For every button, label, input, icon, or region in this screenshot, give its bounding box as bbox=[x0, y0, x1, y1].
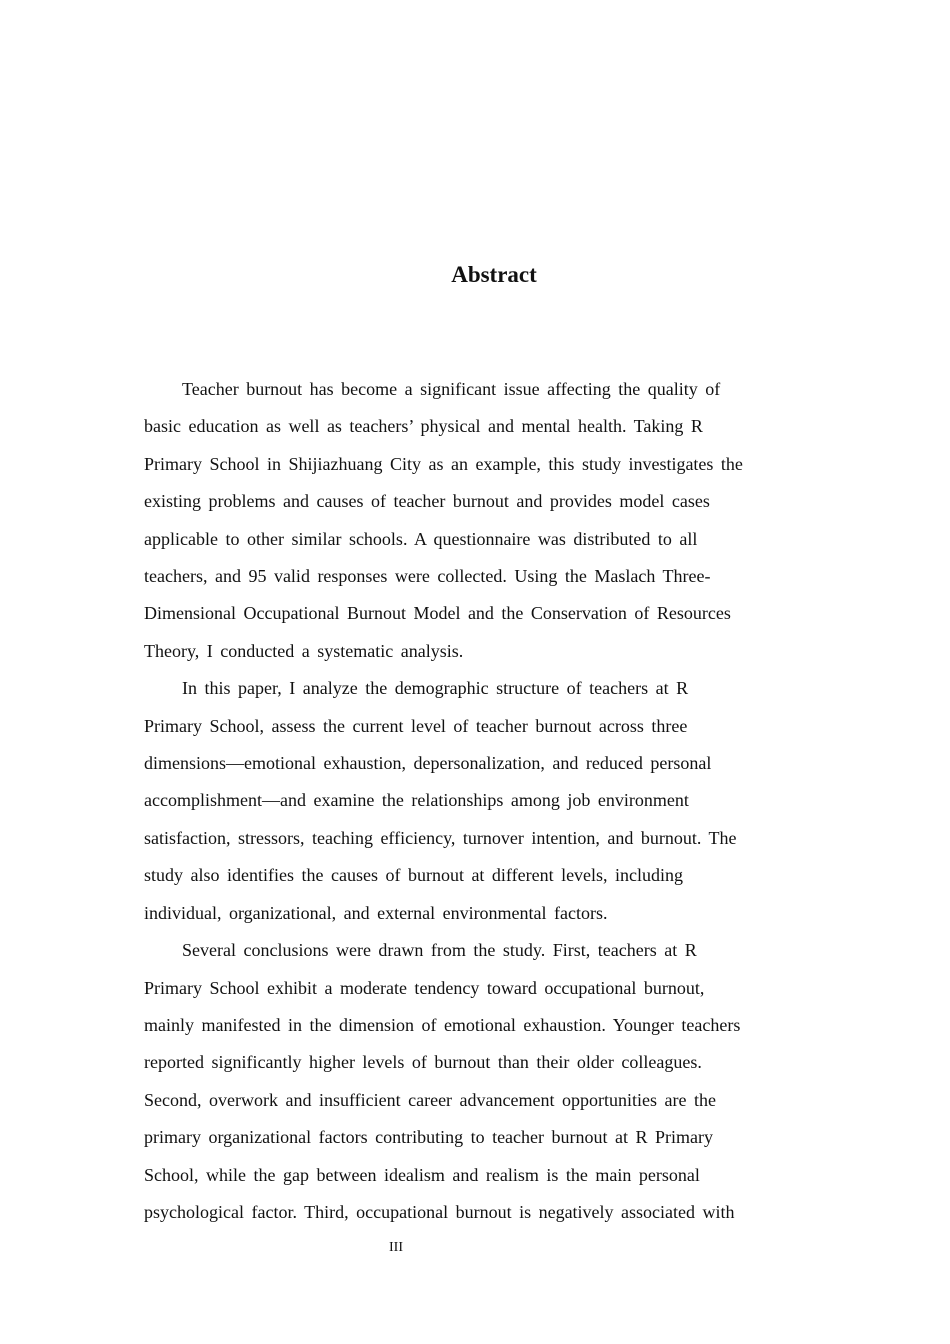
text-line: Primary School exhibit a moderate tendency toward occupational burnout, bbox=[144, 977, 705, 998]
text-line: School, while the gap between idealism and realism is the main personal bbox=[144, 1164, 700, 1185]
text-line: teachers, and 95 valid responses were collected. Using the Maslach Three- bbox=[144, 566, 711, 587]
abstract-paragraph bbox=[144, 371, 800, 670]
text-line: primary organizational factors contributing to teacher burnout at R Primary bbox=[144, 1127, 714, 1148]
text-line: Dimensional Occupational Burnout Model and the Conservation of Resources bbox=[144, 603, 731, 624]
text-line: reported significantly higher levels of burnout than their older colleagues. bbox=[144, 1052, 702, 1073]
text-line: In this paper, I analyze the demographic structure of teachers at R bbox=[182, 678, 689, 699]
page-number: III bbox=[389, 1240, 403, 1255]
text-line: applicable to other similar schools. A questionnaire was distributed to all bbox=[144, 528, 698, 549]
abstract-paragraph bbox=[144, 932, 800, 1231]
text-line: Several conclusions were drawn from the study. First, teachers at R bbox=[182, 940, 697, 961]
text-line: existing problems and causes of teacher burnout and provides model cases bbox=[144, 491, 710, 512]
page-title: Abstract bbox=[451, 262, 537, 287]
text-line: study also identifies the causes of burnout at different levels, including bbox=[144, 865, 684, 886]
text-line: Teacher burnout has become a significant issue affecting the quality of bbox=[182, 379, 721, 399]
abstract-paragraph bbox=[144, 670, 800, 932]
text-line: Second, overwork and insufficient career advancement opportunities are the bbox=[144, 1089, 716, 1110]
text-line: psychological factor. Third, occupational burnout is negatively associated with bbox=[144, 1201, 735, 1222]
text-line: accomplishment—and examine the relationships among job environment bbox=[144, 790, 689, 811]
abstract-body bbox=[144, 371, 800, 1231]
text-line: Primary School, assess the current level of teacher burnout across three bbox=[144, 715, 688, 736]
text-line: basic education as well as teachers’ physical and mental health. Taking R bbox=[144, 416, 703, 437]
text-line: satisfaction, stressors, teaching efficiency, turnover intention, and burnout. The bbox=[144, 827, 737, 848]
text-line: individual, organizational, and external environmental factors. bbox=[144, 902, 608, 923]
text-line: Primary School in Shijiazhuang City as an example, this study investigates the bbox=[144, 453, 743, 474]
text-line: dimensions—emotional exhaustion, depersonalization, and reduced personal bbox=[144, 753, 712, 774]
text-line: mainly manifested in the dimension of emotional exhaustion. Younger teachers bbox=[144, 1014, 741, 1035]
text-line: Theory, I conducted a systematic analysis. bbox=[144, 640, 464, 661]
